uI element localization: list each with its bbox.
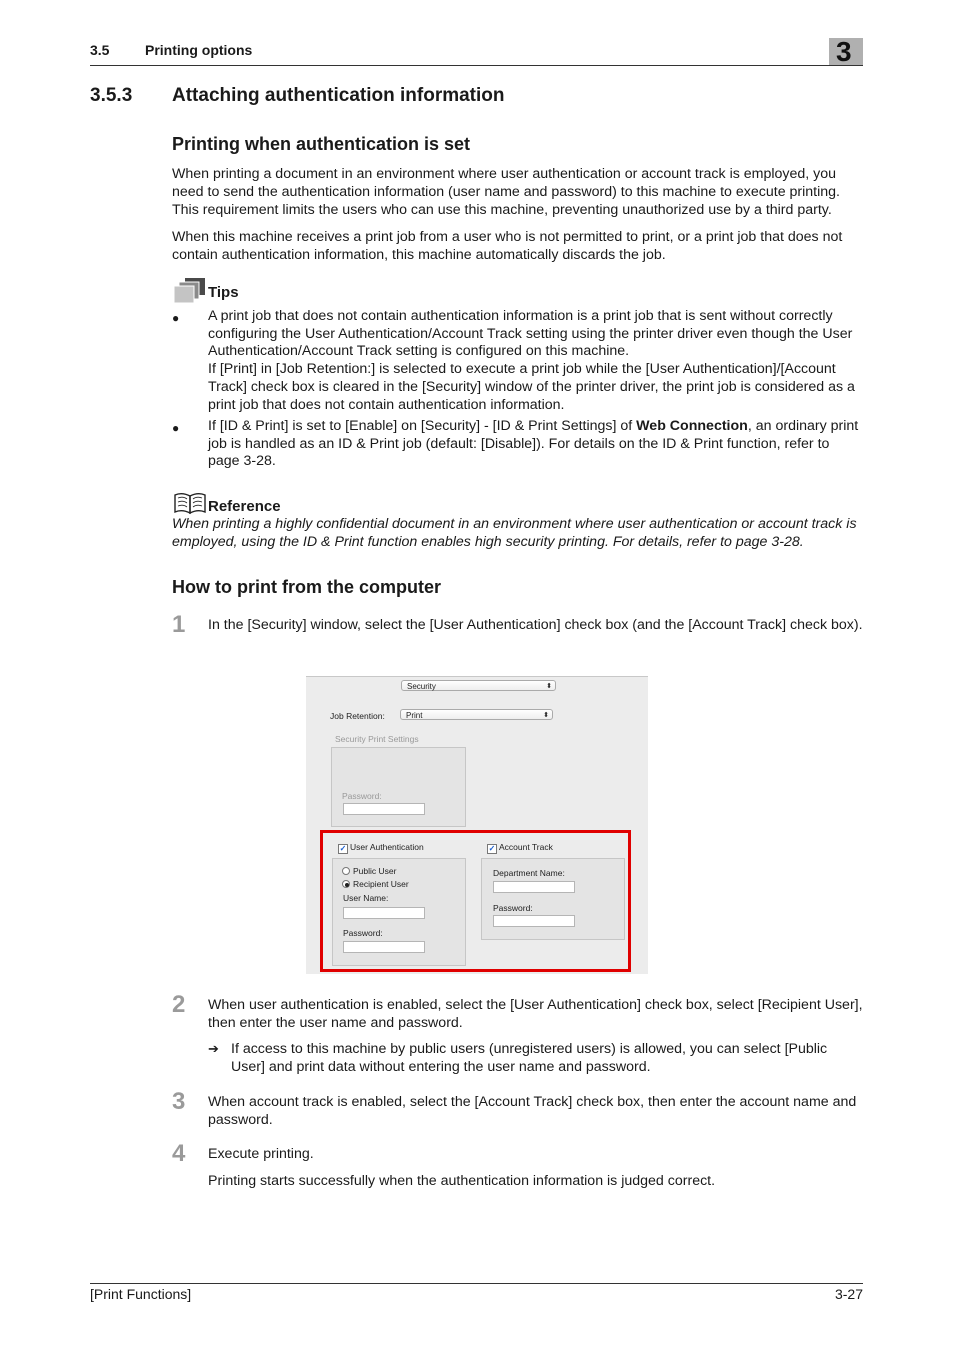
heading-number: 3.5.3 <box>90 85 133 106</box>
chapter-number: 3 <box>836 36 852 67</box>
public-user-label: Public User <box>353 866 397 876</box>
panel-select[interactable] <box>401 680 556 691</box>
reference-text: When printing a highly confidential document in an environment where user authentication or account track is employed, using the ID & Print function enables high security printing. For details, refer to page 3-28. <box>172 516 857 550</box>
section-heading-auth: Printing when authentication is set <box>172 134 471 154</box>
highlight-frame <box>320 830 631 972</box>
page-number: 3-27 <box>834 1286 863 1302</box>
user-password-label: Password: <box>343 928 383 938</box>
tips-bullet-2 <box>208 418 864 471</box>
step-2-note: If access to this machine by public users (unregistered users) is allowed, you can select [Public User] and print data without entering the user name and password. <box>231 1041 828 1075</box>
header-rule <box>90 65 863 66</box>
step-text-4: Execute printing. <box>208 1146 314 1162</box>
paragraph-2: When this machine receives a print job from a user who is not permitted to print, or a print job that does not contain authentication information, this machine automatically discards the job. <box>172 229 843 263</box>
sps-password-label: Password: <box>342 791 382 801</box>
section-title: Printing options <box>145 42 253 58</box>
updown-arrow-icon: ⬍ <box>543 712 549 719</box>
checkmark-icon: ✓ <box>488 844 496 853</box>
tips-bullet-2-post: , an ordinary print job is handled as an ID & Print job (default: [Disable]). For details on the ID & Print function, refer to page 3-28. <box>208 418 859 470</box>
step-number-3: 3 <box>172 1088 186 1115</box>
paragraph-1: When printing a document in an environment where user authentication or account track is employed, you need to send the authentication information (user name and password) to this machine to execute printing. This requirement limits the users who can use this machine, preventing unauthorized use by a third party. <box>172 166 840 218</box>
running-header <box>90 42 252 58</box>
section-number: 3.5 <box>90 42 110 58</box>
user-auth-label: User Authentication <box>350 842 424 852</box>
updown-arrow-icon: ⬍ <box>546 683 552 690</box>
sps-password-field[interactable] <box>343 803 425 815</box>
tips-bullet-1-text: A print job that does not contain authentication information is a print job that is sent without correctly configuring the User Authentication/Account Track setting using the printer driver even though the User Authentication/Account Track setting is configured on this machine. <box>208 308 853 360</box>
step-number-4: 4 <box>172 1140 186 1167</box>
security-print-group <box>331 747 466 827</box>
job-retention-label: Job Retention: <box>330 711 385 721</box>
tips-icon <box>173 277 207 305</box>
tips-bullet-1 <box>208 308 864 414</box>
step-text-1: In the [Security] window, select the [User Authentication] check box (and the [Account Track] check box). <box>208 617 863 633</box>
at-password-label: Password: <box>493 903 533 913</box>
step-number-2: 2 <box>172 991 186 1018</box>
web-connection-term: Web Connection <box>636 418 748 434</box>
arrow-icon: ➔ <box>208 1041 219 1056</box>
step-text-2: When user authentication is enabled, select the [User Authentication] check box, select [Recipient User], then enter the user name and password. <box>208 997 863 1031</box>
user-name-label: User Name: <box>343 893 389 903</box>
security-print-settings-label: Security Print Settings <box>335 734 419 744</box>
page-title <box>90 85 505 107</box>
step-text-3: When account track is enabled, select the [Account Track] check box, then enter the account name and password. <box>208 1094 857 1128</box>
footer-chapter-name: [Print Functions] <box>90 1286 192 1302</box>
checkmark-icon: ✓ <box>339 844 347 853</box>
job-retention-value: Print <box>406 711 423 720</box>
bullet-dot: ● <box>172 311 180 325</box>
tips-bullet-2-pre: If [ID & Print] is set to [Enable] on [Security] - [ID & Print Settings] of <box>208 418 637 434</box>
panel-select-value: Security <box>407 682 436 691</box>
heading-title: Attaching authentication information <box>172 85 505 106</box>
department-name-label: Department Name: <box>493 868 565 878</box>
reference-label: Reference <box>208 498 281 515</box>
step-4-result: Printing starts successfully when the authentication information is judged correct. <box>208 1173 716 1189</box>
bullet-dot: ● <box>172 421 180 435</box>
book-icon <box>173 491 207 515</box>
recipient-user-label: Recipient User <box>353 879 409 889</box>
tips-label: Tips <box>208 284 239 301</box>
step-number-1: 1 <box>172 611 186 638</box>
section-heading-how-to: How to print from the computer <box>172 577 441 597</box>
job-retention-select[interactable] <box>400 709 553 720</box>
tips-bullet-1-text-b: If [Print] in [Job Retention:] is selected to execute a print job while the [User Authentication]/[Account Track] check box is cleared in the [Security] window of the printer driver, the print job is considered as a print job that does not contain authentication information. <box>208 361 855 413</box>
footer-rule <box>90 1283 863 1284</box>
account-track-label: Account Track <box>499 842 553 852</box>
